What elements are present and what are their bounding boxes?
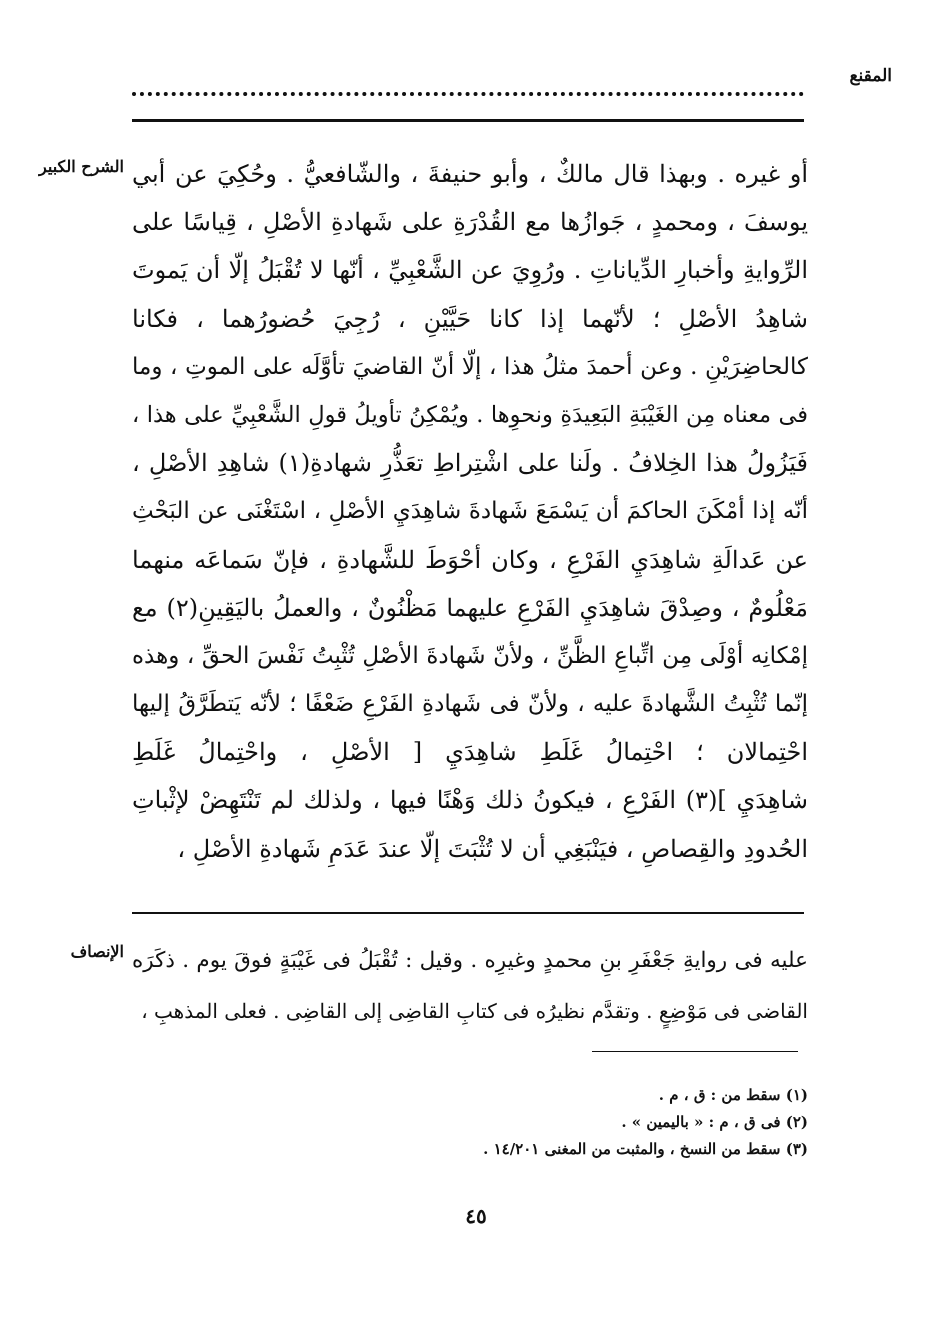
text-line: عليه فى روايةِ جَعْفَرِ بنِ محمدٍ وغيرِه . وقيل : تُقْبَلُ فى غَيْبَةٍ فوقَ يوم . ذكَرَه [132,948,808,973]
text-line: فى معناه مِن الغَيْبَةِ البَعِيدَةِ ونحوِها . ويُمْكِنُ تأويلُ قولِ الشَّعْبِيِّ على هذا ، [132,401,808,428]
text-line: كالحاضِرَيْنِ . وعن أحمدَ مثلُ هذا ، إلّا أنّ القاضيَ تأوَّلَه على الموتِ ، وما [132,353,808,380]
header-rule [132,119,804,122]
header-dotted-leader [132,92,804,96]
book-title: المقنع [849,66,892,86]
text-line: احْتِمالان ؛ احْتِمالُ غَلَطِ شاهِدَيِ [ الأصْلِ ، واحْتِمالُ غَلَطِ [132,738,808,767]
text-line: الحُدودِ والقِصاصِ ، فيَنْبَغِي أن لا تُثْبَتَ إلّا عندَ عَدَمِ شَهادةِ الأصْلِ ، [177,834,808,863]
footnote: (٢) فى ق ، م : « باليمين » . [621,1113,808,1131]
text-line: فَيَزُولُ هذا الخِلافُ . ولَنا على اشْتِراطِ تعَذُّرِ شهادةِ(١) شاهِدِ الأصْلِ ، [132,449,808,478]
text-line: إمْكانِه أوْلَى مِن اتِّباعِ الظَّنِّ ، ولأنّ شَهادةَ الأصْلِ تُثْبِتُ نَفْسَ الحقِّ ، وهذه [132,642,808,669]
text-line: شاهِدَيِ ](٣) الفَرْعِ ، فيكونُ ذلك وَهْنًا فيها ، ولذلك لم تَنْتَهِضْ لإثْباتِ [132,786,808,815]
text-line: القاضى فى مَوْضِعٍ . وتقدَّم نظيرُه فى كتابِ القاضِى إلى القاضِى . فعلى المذهبِ ، [141,999,808,1023]
text-line: شاهِدُ الأصْلِ ؛ لأنّهما إذا كانا حَيَّيْنِ ، رُجِيَ حُضورُهما ، فكانا [132,304,808,333]
text-line: أو غيره . وبهذا قال مالكٌ ، وأبو حنيفةَ ، والشّافعيُّ . وحُكِيَ عن أبي [132,160,808,188]
footnote: (١) سقط من : ق ، م . [658,1086,808,1104]
page-number: ٤٥ [465,1204,487,1228]
footnote: (٣) سقط من النسخ ، والمثبت من المغنى ١٤/٢٠١ . [483,1140,808,1158]
footnote-rule [592,1051,798,1052]
text-line: عن عَدالَةِ شاهِدَيِ الفَرْعِ ، وكان أحْوَطَ للشَّهادةِ ، فإنّ سَماعَه منهما [132,545,808,574]
text-line: أنّه إذا أمْكَنَ الحاكمَ أن يَسْمَعَ شَهادةَ شاهِدَيِ الأصْلِ ، اسْتَغْنَى عن البَحْثِ [132,498,808,525]
text-line: إنّما تُثْبِتُ الشَّهادةَ عليه ، ولأنّ فى شَهادةِ الفَرْعِ ضَعْفًا ؛ لأنّه يَتطَرَّقُ إليها [132,691,808,718]
footnotes [208,1082,808,1163]
section-label-insaf: الإنصاف [70,942,124,961]
section-divider [132,912,804,914]
text-line: الرِّوايةِ وأخبارِ الدِّياناتِ . ورُوِيَ عن الشَّعْبِيِّ ، أنّها لا تُقْبَلُ إلّا أن يَموتَ [132,256,808,285]
insaf-text-block [132,936,808,1036]
text-line: يوسفَ ، ومحمدٍ ، جَوازُها مع القُدْرَةِ على شَهادةِ الأصْلِ ، قِياسًا على [132,208,808,237]
section-label-sharh: الشرح الكبير [39,157,124,176]
text-line: مَعْلُومٌ ، وصِدْقَ شاهِدَيِ الفَرْعِ عليهما مَظْنُونٌ ، والعملُ باليَقِينِ(٢) مع [132,593,808,622]
main-text-block [132,150,808,873]
